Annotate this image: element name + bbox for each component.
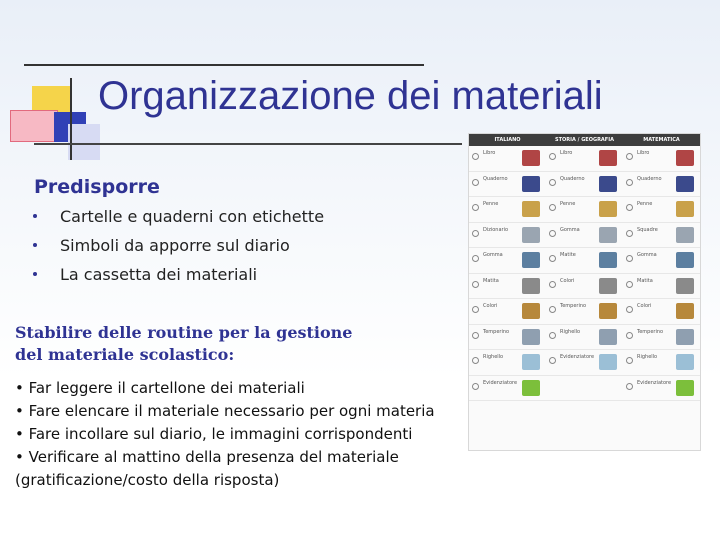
chart-cell-label: Temperino bbox=[483, 328, 510, 335]
chart-cell-label: Penne bbox=[560, 201, 576, 207]
chart-cell-label: Righello bbox=[560, 328, 581, 335]
chart-cell bbox=[623, 299, 700, 324]
action-item: • Fare incollare sul diario, le immagini corrispondenti bbox=[15, 425, 413, 443]
checkbox-circle-icon bbox=[626, 255, 633, 262]
chart-cell bbox=[469, 299, 546, 324]
chart-cell bbox=[546, 299, 623, 324]
chart-cell bbox=[469, 350, 546, 375]
logo-vertical-line bbox=[70, 78, 72, 160]
chart-cell bbox=[623, 223, 700, 248]
chart-cell bbox=[546, 376, 623, 401]
material-picture-icon bbox=[522, 227, 540, 243]
bullet-dot-icon bbox=[33, 214, 37, 218]
checkbox-circle-icon bbox=[549, 153, 556, 160]
chart-cell bbox=[623, 197, 700, 222]
routine-heading-line: del materiale scolastico: bbox=[15, 345, 235, 364]
chart-cell-label: Gomma bbox=[637, 252, 657, 258]
material-picture-icon bbox=[522, 303, 540, 319]
checkbox-circle-icon bbox=[549, 306, 556, 313]
material-picture-icon bbox=[599, 278, 617, 294]
material-picture-icon bbox=[676, 150, 694, 166]
material-picture-icon bbox=[676, 354, 694, 370]
bullet-text: Simboli da apporre sul diario bbox=[60, 236, 290, 255]
checkbox-circle-icon bbox=[472, 255, 479, 262]
chart-cell bbox=[623, 350, 700, 375]
chart-cell-label: Matite bbox=[560, 252, 576, 258]
chart-cell-label: Righello bbox=[637, 354, 658, 360]
chart-header-cell: MATEMATICA bbox=[643, 137, 680, 143]
bullet-text: Cartelle e quaderni con etichette bbox=[60, 207, 325, 226]
chart-row bbox=[469, 172, 700, 198]
chart-cell bbox=[469, 223, 546, 248]
chart-cell bbox=[546, 325, 623, 350]
chart-row bbox=[469, 223, 700, 249]
chart-cell-label: Quaderno bbox=[560, 175, 585, 182]
material-picture-icon bbox=[599, 329, 617, 345]
action-item: • Fare elencare il materiale necessario per ogni materia bbox=[15, 402, 435, 420]
chart-row bbox=[469, 146, 700, 172]
checkbox-circle-icon bbox=[549, 204, 556, 211]
routine-heading-line: Stabilire delle routine per la gestione bbox=[15, 323, 353, 342]
checkbox-circle-icon bbox=[472, 357, 479, 364]
chart-cell-label: Penne bbox=[483, 201, 499, 207]
checkbox-circle-icon bbox=[472, 179, 479, 186]
chart-cell bbox=[469, 197, 546, 222]
checkbox-circle-icon bbox=[472, 204, 479, 211]
bullet-item bbox=[34, 236, 324, 265]
chart-cell bbox=[469, 172, 546, 197]
material-picture-icon bbox=[522, 252, 540, 268]
material-picture-icon bbox=[522, 201, 540, 217]
chart-cell bbox=[469, 325, 546, 350]
chart-cell bbox=[546, 248, 623, 273]
bullet-item bbox=[34, 207, 324, 236]
material-picture-icon bbox=[522, 150, 540, 166]
checkbox-circle-icon bbox=[626, 357, 633, 364]
slide-title: Organizzazione dei materiali bbox=[98, 74, 603, 118]
material-picture-icon bbox=[599, 354, 617, 370]
chart-cell bbox=[623, 146, 700, 171]
chart-row bbox=[469, 376, 700, 402]
chart-rows bbox=[469, 146, 700, 401]
chart-cell-label: Gomma bbox=[560, 226, 580, 233]
checkbox-circle-icon bbox=[472, 383, 479, 390]
bullet-item bbox=[34, 265, 324, 294]
chart-header-cell: ITALIANO bbox=[494, 137, 521, 143]
material-picture-icon bbox=[522, 380, 540, 396]
chart-cell-label: Libro bbox=[637, 150, 650, 156]
chart-cell bbox=[623, 376, 700, 401]
logo-lavender-square bbox=[68, 124, 100, 160]
material-picture-icon bbox=[522, 278, 540, 294]
chart-cell-label: Temperino bbox=[560, 303, 587, 309]
checkbox-circle-icon bbox=[626, 281, 633, 288]
checkbox-circle-icon bbox=[472, 153, 479, 160]
chart-cell bbox=[623, 274, 700, 299]
chart-cell-label: Evidenziatore bbox=[637, 379, 672, 386]
material-picture-icon bbox=[522, 354, 540, 370]
chart-cell bbox=[546, 146, 623, 171]
chart-cell bbox=[623, 248, 700, 273]
chart-cell bbox=[469, 376, 546, 401]
material-picture-icon bbox=[676, 329, 694, 345]
chart-row bbox=[469, 197, 700, 223]
chart-cell-label: Libro bbox=[560, 150, 573, 156]
action-item: • Far leggere il cartellone dei materiali bbox=[15, 379, 305, 397]
checkbox-circle-icon bbox=[626, 179, 633, 186]
material-picture-icon bbox=[676, 176, 694, 192]
checkbox-circle-icon bbox=[549, 230, 556, 237]
checkbox-circle-icon bbox=[472, 281, 479, 288]
material-picture-icon bbox=[676, 227, 694, 243]
action-item: • Verificare al mattino della presenza del materiale bbox=[15, 448, 399, 466]
chart-row bbox=[469, 350, 700, 376]
chart-cell-label: Evidenziatore bbox=[483, 379, 518, 386]
bullet-text: La cassetta dei materiali bbox=[60, 265, 258, 284]
checkbox-circle-icon bbox=[549, 179, 556, 186]
chart-header-row bbox=[469, 134, 700, 146]
chart-cell-label: Libro bbox=[483, 150, 496, 156]
section-heading-routine bbox=[15, 322, 435, 366]
chart-cell-label: Colori bbox=[560, 277, 575, 284]
chart-cell bbox=[623, 172, 700, 197]
material-picture-icon bbox=[599, 252, 617, 268]
bullet-dot-icon bbox=[33, 243, 37, 247]
title-underline bbox=[34, 143, 462, 145]
checkbox-circle-icon bbox=[626, 153, 633, 160]
checkbox-circle-icon bbox=[549, 332, 556, 339]
materials-chart-image bbox=[468, 133, 701, 451]
logo-horizontal-line bbox=[24, 64, 424, 66]
material-picture-icon bbox=[676, 278, 694, 294]
chart-row bbox=[469, 299, 700, 325]
chart-cell bbox=[469, 146, 546, 171]
checkbox-circle-icon bbox=[472, 230, 479, 237]
material-picture-icon bbox=[599, 227, 617, 243]
checkbox-circle-icon bbox=[549, 281, 556, 288]
chart-cell-label: Colori bbox=[483, 303, 498, 309]
chart-cell-label: Squadre bbox=[637, 226, 658, 233]
checkbox-circle-icon bbox=[549, 357, 556, 364]
material-picture-icon bbox=[599, 303, 617, 319]
chart-cell bbox=[546, 274, 623, 299]
chart-cell-label: Matita bbox=[637, 277, 653, 284]
checkbox-circle-icon bbox=[626, 383, 633, 390]
slide-logo bbox=[10, 78, 102, 160]
chart-cell-label: Colori bbox=[637, 303, 652, 309]
material-picture-icon bbox=[676, 252, 694, 268]
chart-cell-label: Penne bbox=[637, 201, 653, 207]
chart-header-cell: STORIA / GEOGRAFIA bbox=[555, 137, 614, 143]
checkbox-circle-icon bbox=[626, 230, 633, 237]
chart-row bbox=[469, 274, 700, 300]
chart-cell-label: Quaderno bbox=[483, 175, 508, 182]
routine-action-list bbox=[15, 377, 495, 492]
material-picture-icon bbox=[676, 303, 694, 319]
chart-cell-label: Gomma bbox=[483, 252, 503, 258]
material-picture-icon bbox=[599, 201, 617, 217]
material-picture-icon bbox=[676, 380, 694, 396]
material-picture-icon bbox=[522, 176, 540, 192]
bullet-dot-icon bbox=[33, 272, 37, 276]
material-picture-icon bbox=[676, 201, 694, 217]
checkbox-circle-icon bbox=[549, 255, 556, 262]
material-picture-icon bbox=[599, 150, 617, 166]
chart-cell-label: Matita bbox=[483, 277, 499, 284]
chart-cell-label: Evidenziatore bbox=[560, 354, 595, 360]
material-picture-icon bbox=[599, 176, 617, 192]
chart-cell-label: Quaderno bbox=[637, 175, 662, 182]
chart-cell bbox=[546, 350, 623, 375]
chart-cell bbox=[546, 223, 623, 248]
chart-cell bbox=[623, 325, 700, 350]
chart-cell bbox=[546, 172, 623, 197]
action-item: (gratificazione/costo della risposta) bbox=[15, 471, 280, 489]
material-picture-icon bbox=[522, 329, 540, 345]
predisporre-bullet-list bbox=[34, 207, 324, 294]
checkbox-circle-icon bbox=[626, 204, 633, 211]
checkbox-circle-icon bbox=[472, 332, 479, 339]
chart-cell bbox=[546, 197, 623, 222]
checkbox-circle-icon bbox=[626, 306, 633, 313]
checkbox-circle-icon bbox=[626, 332, 633, 339]
chart-row bbox=[469, 248, 700, 274]
chart-cell bbox=[469, 248, 546, 273]
checkbox-circle-icon bbox=[472, 306, 479, 313]
section-heading-predisporre: Predisporre bbox=[34, 176, 160, 198]
chart-cell-label: Dizionario bbox=[483, 226, 509, 233]
logo-pink-square bbox=[10, 110, 58, 142]
chart-cell bbox=[469, 274, 546, 299]
chart-row bbox=[469, 325, 700, 351]
chart-cell-label: Temperino bbox=[637, 328, 664, 335]
chart-cell-label: Righello bbox=[483, 354, 504, 360]
